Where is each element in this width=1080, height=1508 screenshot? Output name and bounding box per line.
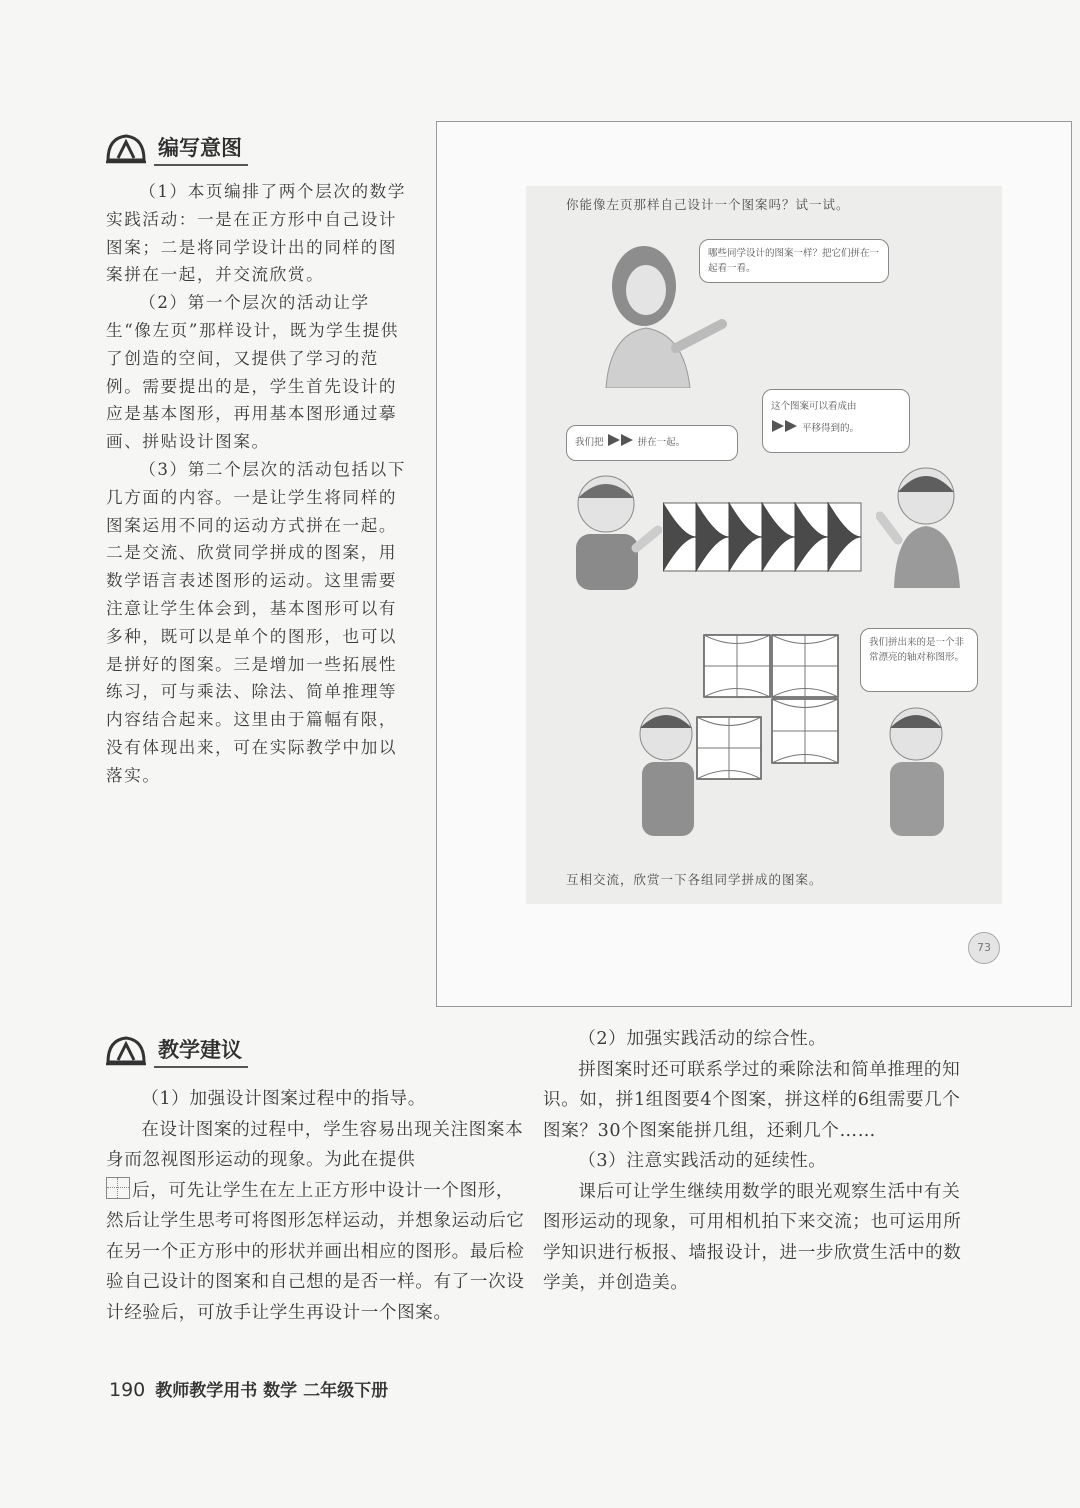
page-number: 190 [109,1379,146,1401]
child-right-illustration [872,700,958,836]
intent-text [106,178,414,790]
intent-paragraph-1: （1）本页编排了两个层次的数学实践活动：一是在正方形中自己设计图案；二是将同学设计出的同样的图案拼在一起，并交流欣赏。 [106,182,407,285]
girl-bubble-text-bottom: 平移得到的。 [802,423,860,434]
boy-bubble-text-post: 拼在一起。 [637,437,686,448]
section-header-intent [104,132,248,166]
suggestion-heading-3: （3）注意实践活动的延续性。 [578,1151,827,1171]
arrow-shape-icon [607,433,635,447]
suggestion-heading-2: （2）加强实践活动的综合性。 [578,1029,827,1049]
pen-book-icon [104,132,148,166]
arrow-shape-icon [771,419,799,433]
arrow-pattern-row [663,502,863,572]
teacher-speech-bubble: 哪些同学设计的图案一样？把它们拼在一起看一看。 [699,239,889,283]
page-footer [109,1376,388,1401]
boy-bubble-text-pre: 我们把 [575,437,604,448]
boy-illustration [566,468,662,590]
right-speech-bubble: 我们拼出来的是一个非常漂亮的轴对称图形。 [860,628,978,692]
section-title: 教学建议 [154,1034,248,1068]
textbook-caption: 互相交流，欣赏一下各组同学拼成的图案。 [566,872,823,887]
book-title: 教师教学用书 数学 二年级下册 [155,1381,389,1401]
suggestions-right-text [543,1024,965,1299]
boy-speech-bubble [566,425,738,461]
girl-illustration [876,460,972,588]
section-header-suggestions [104,1034,248,1068]
suggestion-paragraph-3: 课后可让学生继续用数学的眼光观察生活中有关图形运动的现象，可用相机拍下来交流；也可运用所学知识进行板报、墙报设计，进一步欣赏生活中的数学美，并创造美。 [543,1181,962,1293]
suggestion-paragraph-1-rest: 后，可先让学生在左上正方形中设计一个图形，然后让学生思考可将图形怎样运动，并想象运动后它在另一个正方形中的形状并画出相应的图形。最后检验自己设计的图案和自己想的是否一样。有了一次设计经验后，可放手让学生再设计一个图案。 [106,1180,525,1323]
girl-bubble-text-top: 这个图案可以看成由 [771,401,857,412]
textbook-prompt: 你能像左页那样自己设计一个图案吗？试一试。 [566,197,850,212]
square-grid-icon [106,1177,130,1199]
pen-book-icon [104,1034,148,1068]
suggestion-paragraph-1-cont [106,1176,526,1329]
suggestion-paragraph-1: 在设计图案的过程中，学生容易出现关注图案本身而忽视图形运动的现象。为此在提供 [106,1119,524,1170]
child-left-illustration [630,700,710,836]
section-title: 编写意图 [154,132,248,166]
suggestions-left-text [106,1084,526,1328]
girl-speech-bubble [762,389,910,453]
intent-paragraph-3: （3）第二个层次的活动包括以下几方面的内容。一是让学生将同样的图案运用不同的运动方式拼在一起。二是交流、欣赏同学拼成的图案，用数学语言表述图形的运动。这里需要注意让学生体会到，基本图形可以有多种，既可以是单个的图形，也可以是拼好的图案。三是增加一些拓展性练习，可与乘法、除法、简单推理等内容结合起来。这里由于篇幅有限，没有体现出来，可在实际教学中加以落实。 [106,459,407,785]
textbook-page-number: 73 [968,932,1000,964]
suggestion-heading-1: （1）加强设计图案过程中的指导。 [141,1089,426,1109]
suggestion-paragraph-2: 拼图案时还可联系学过的乘除法和简单推理的知识。如，拼1组图要4个图案，拼这样的6组需要几个图案？30个图案能拼几组，还剩几个…… [543,1059,961,1141]
pattern-tile [663,503,696,571]
intent-paragraph-2: （2）第一个层次的活动让学生“像左页”那样设计，既为学生提供了创造的空间，又提供了学习的范例。需要提出的是，学生首先设计的应是基本图形，再用基本图形通过摹画、拼贴设计图案。 [106,293,400,452]
